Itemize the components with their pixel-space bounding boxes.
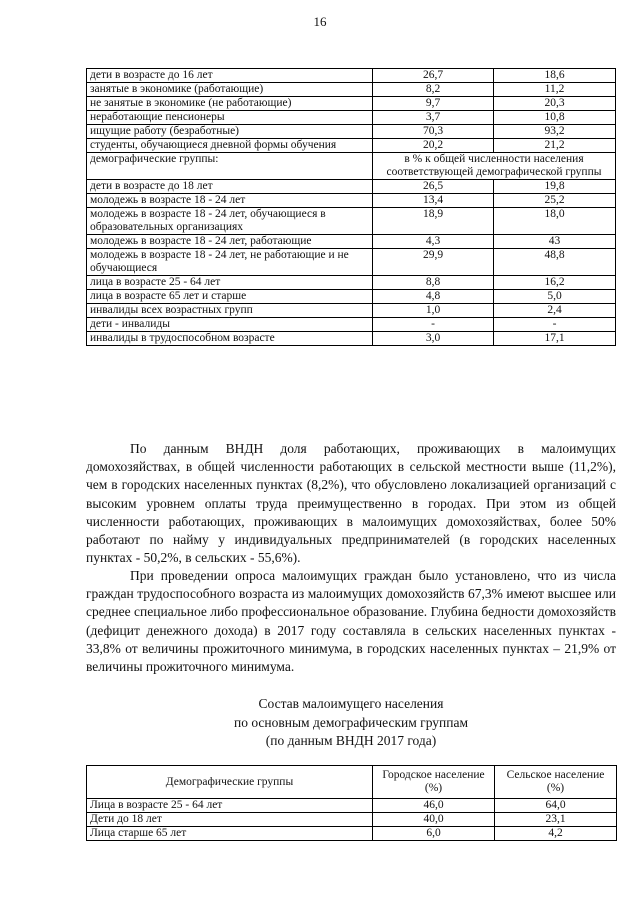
row-urban-value: 29,9 xyxy=(373,249,494,276)
row-urban-value: 26,5 xyxy=(373,180,494,194)
header-group: Демографические группы xyxy=(87,766,373,799)
row-urban-value: 1,0 xyxy=(373,304,494,318)
row-urban-value: - xyxy=(373,318,494,332)
table-row xyxy=(87,111,616,125)
table2-caption xyxy=(86,695,616,751)
row-label: инвалиды в трудоспособном возрасте xyxy=(87,332,373,346)
table-row xyxy=(87,83,616,97)
table-row xyxy=(87,153,616,180)
row-label: инвалиды всех возрастных групп xyxy=(87,304,373,318)
table-row xyxy=(87,249,616,276)
row-label: студенты, обучающиеся дневной формы обучения xyxy=(87,139,373,153)
row-rural-value: 93,2 xyxy=(494,125,616,139)
row-urban-value: 4,3 xyxy=(373,235,494,249)
caption-line-1: Состав малоимущего населения xyxy=(258,696,444,711)
subheader-label: демографические группы: xyxy=(87,153,373,180)
table-row xyxy=(87,208,616,235)
row-label: Лица старше 65 лет xyxy=(87,827,373,841)
row-rural-value: 48,8 xyxy=(494,249,616,276)
row-rural-value: 21,2 xyxy=(494,139,616,153)
row-urban-value: 9,7 xyxy=(373,97,494,111)
row-rural-value: - xyxy=(494,318,616,332)
composition-table xyxy=(86,765,617,841)
table-row xyxy=(87,276,616,290)
row-label: не занятые в экономике (не работающие) xyxy=(87,97,373,111)
poverty-share-table xyxy=(86,68,616,346)
row-label: Дети до 18 лет xyxy=(87,813,373,827)
table-row xyxy=(87,235,616,249)
row-urban-value: 70,3 xyxy=(373,125,494,139)
row-label: лица в возрасте 65 лет и старше xyxy=(87,290,373,304)
row-label: молодежь в возрасте 18 - 24 лет, не работающие и не обучающиеся xyxy=(87,249,373,276)
row-urban-value: 46,0 xyxy=(373,799,495,813)
row-urban-value: 20,2 xyxy=(373,139,494,153)
table-row xyxy=(87,69,616,83)
table1-subheader xyxy=(87,153,616,180)
row-rural-value: 20,3 xyxy=(494,97,616,111)
row-urban-value: 6,0 xyxy=(373,827,495,841)
paragraph-employment: По данным ВНДН доля работающих, проживающих в малоимущих домохозяйствах, в общей численности работающих в сельской местности выше (11,2%), чем в городских населенных пунктах (8,2%), что обусловлено локализацией организаций с высоким уровнем оплаты труда преимущественно в городах. При этом из общей численности работающих, проживающих в малоимущих домохозяйствах, более 50% работают по найму у индивидуальных предпринимателей (в городских населенных пунктах - 50,2%, в сельских - 55,6%). xyxy=(86,441,616,566)
row-label: дети в возрасте до 16 лет xyxy=(87,69,373,83)
table-row xyxy=(87,332,616,346)
row-rural-value: 19,8 xyxy=(494,180,616,194)
row-urban-value: 26,7 xyxy=(373,69,494,83)
row-rural-value: 5,0 xyxy=(494,290,616,304)
row-label: дети - инвалиды xyxy=(87,318,373,332)
table-row xyxy=(87,304,616,318)
row-rural-value: 43 xyxy=(494,235,616,249)
row-urban-value: 13,4 xyxy=(373,194,494,208)
table-row xyxy=(87,180,616,194)
row-rural-value: 17,1 xyxy=(494,332,616,346)
row-rural-value: 4,2 xyxy=(495,827,617,841)
table-row xyxy=(87,97,616,111)
row-label: молодежь в возрасте 18 - 24 лет, работающие xyxy=(87,235,373,249)
row-rural-value: 18,0 xyxy=(494,208,616,235)
paragraph-education: При проведении опроса малоимущих граждан было установлено, что из числа граждан трудоспособного возраста из малоимущих домохозяйств 67,3% имеют высшее или среднее специальное либо профессиональное образование. Глубина бедности домохозяйств (дефицит денежного дохода) в 2017 году составляла в сельских населенных пунктах - 33,8% от величины прожиточного минимума, в городских населенных пунктах – 21,9% от величины прожиточного минимума. xyxy=(86,568,616,675)
table-row xyxy=(87,799,617,813)
row-label: неработающие пенсионеры xyxy=(87,111,373,125)
row-urban-value: 4,8 xyxy=(373,290,494,304)
caption-line-2: по основным демографическим группам xyxy=(233,714,469,730)
row-label: лица в возрасте 25 - 64 лет xyxy=(87,276,373,290)
table-row xyxy=(87,125,616,139)
header-rural: Сельское население (%) xyxy=(495,766,617,799)
table-row xyxy=(87,194,616,208)
table-header-row xyxy=(87,766,617,799)
row-rural-value: 18,6 xyxy=(494,69,616,83)
row-label: молодежь в возрасте 18 - 24 лет, обучающиеся в образовательных организациях xyxy=(87,208,373,235)
row-rural-value: 16,2 xyxy=(494,276,616,290)
table-row xyxy=(87,827,617,841)
row-label: молодежь в возрасте 18 - 24 лет xyxy=(87,194,373,208)
row-urban-value: 8,8 xyxy=(373,276,494,290)
row-label: ищущие работу (безработные) xyxy=(87,125,373,139)
row-rural-value: 25,2 xyxy=(494,194,616,208)
table-row xyxy=(87,813,617,827)
subheader-span-text: в % к общей численности населения соответствующей демографической группы xyxy=(373,153,616,180)
row-label: занятые в экономике (работающие) xyxy=(87,83,373,97)
row-rural-value: 11,2 xyxy=(494,83,616,97)
page-number: 16 xyxy=(313,14,327,29)
row-label: дети в возрасте до 18 лет xyxy=(87,180,373,194)
row-urban-value: 8,2 xyxy=(373,83,494,97)
table-row xyxy=(87,318,616,332)
row-rural-value: 23,1 xyxy=(495,813,617,827)
row-urban-value: 3,7 xyxy=(373,111,494,125)
table-row xyxy=(87,290,616,304)
table2-body xyxy=(87,799,617,841)
table1-body-top xyxy=(87,69,616,153)
row-urban-value: 18,9 xyxy=(373,208,494,235)
table-row xyxy=(87,139,616,153)
row-rural-value: 10,8 xyxy=(494,111,616,125)
row-rural-value: 2,4 xyxy=(494,304,616,318)
row-urban-value: 3,0 xyxy=(373,332,494,346)
row-label: Лица в возрасте 25 - 64 лет xyxy=(87,799,373,813)
row-urban-value: 40,0 xyxy=(373,813,495,827)
caption-line-3: (по данным ВНДН 2017 года) xyxy=(265,733,437,748)
row-rural-value: 64,0 xyxy=(495,799,617,813)
header-urban: Городское население (%) xyxy=(373,766,495,799)
table1-body-bottom xyxy=(87,180,616,346)
